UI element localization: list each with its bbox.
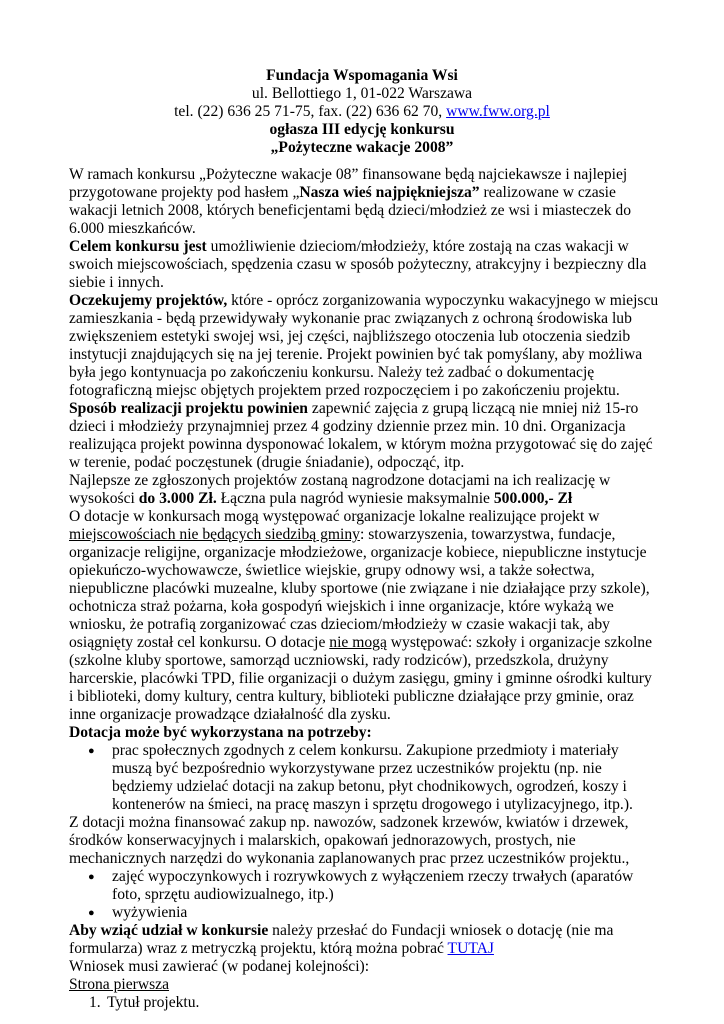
- announce-line: ogłasza III edycję konkursu: [269, 121, 455, 138]
- award-pool: 500.000,- Zł: [493, 490, 573, 507]
- awards-text-2: Łączna pula nagród wyniesie maksymalnie: [216, 490, 494, 507]
- list-item: [69, 994, 659, 1012]
- contents-line: Wniosek musi zawierać (w podanej kolejności):: [69, 958, 370, 975]
- list-number: 1.: [89, 994, 101, 1011]
- usage-paragraph: Z dotacji można finansować zakup np. nawozów, sadzonek krzewów, kwiatów i drzewek, środków konserwacyjnych i malarskich, opakowań jednorazowych, prostych, nie mechanicznych narzędzi do wykonania zaplanowanych prac przez uczestników projektu.,: [69, 814, 630, 867]
- list-item: ● wyżywienia: [69, 904, 659, 922]
- eligible-text-3: występować: szkoły i organizacje szkolne (szkolne kluby sportowe, samorząd uczniowski, rady rodziców), przedszkola, drużyny harcerskie, placówki TPD, filie organizacji o dużym zasięgu, gminy i gminne ośrodki kultury i biblioteki, domy kultury, centra kultury, biblioteki publiczne działające przy gminie, oraz inne organizacje prowadzące działalność dla zysku.: [69, 634, 653, 723]
- expect-label: Oczekujemy projektów,: [69, 292, 228, 309]
- method-text: zapewnić zajęcia z grupą liczącą nie mniej niż 15-ro dzieci i młodzieży przynajmniej przez 4 godziny dziennie przez min. 10 dni. Organizacja realizująca projekt powinna dysponować lokalem, w którym można przygotować się do zajęć w terenie, podać poczęstunek (drugie śniadanie), odpocząć, itp.: [69, 400, 653, 471]
- awards-paragraph: [69, 472, 659, 508]
- goal-paragraph: [69, 238, 659, 292]
- eligible-paragraph: [69, 508, 659, 724]
- apply-text: należy przesłać do Fundacji wniosek o dotację (nie ma formularza) wraz z metryczką projektu, którą można pobrać: [69, 922, 614, 957]
- org-contact: [0, 103, 724, 121]
- usage-list-1: [69, 742, 659, 814]
- method-label: Sposób realizacji projektu powinien: [69, 400, 308, 417]
- expect-text: które - oprócz zorganizowania wypoczynku wakacyjnego w miejscu zamieszkania - będą przewidywały wykonanie prac związanych z ochroną środowiska lub zwiększeniem estetyki swojej wsi, jej części, najbliższego otoczenia lub otoczenia siedzib instytucji znajdujących się na jej terenie. Projekt powinien być tak pomyślany, aby możliwa była jego kontynuacja po zakończeniu konkursu. Należy też zadbać o dokumentację fotograficzną miejsc objętych projektem przed rozpoczęciem i po zakończeniu projektu.: [69, 292, 659, 399]
- org-phone-fax: tel. (22) 636 25 71-75, fax. (22) 636 62 70,: [174, 103, 447, 120]
- goal-label: Celem konkursu jest: [69, 238, 207, 255]
- expect-paragraph: [69, 292, 659, 400]
- document-body: [69, 166, 659, 1012]
- intro-text: W ramach konkursu „Pożyteczne wakacje 08” finansowane będą najciekawsze i najlepiej przygotowane projekty pod hasłem „: [69, 166, 628, 201]
- list-item-text: Tytuł projektu.: [107, 994, 200, 1011]
- intro-text-2: realizowane w czasie wakacji letnich 2008, których beneficjentami będą dzieci/młodzież ze wsi i miasteczek do 6.000 mieszkańców.: [69, 184, 632, 237]
- download-link[interactable]: TUTAJ: [447, 940, 494, 957]
- org-name: Fundacja Wspomagania Wsi: [266, 67, 458, 84]
- apply-paragraph: [69, 922, 659, 958]
- apply-label: Aby wziąć udział w konkursie: [69, 922, 269, 939]
- awards-text: Najlepsze ze zgłoszonych projektów zostaną nagrodzone dotacjami na ich realizację w wysokości: [69, 472, 611, 507]
- award-amount: do 3.000 Zł.: [138, 490, 217, 507]
- usage-heading: Dotacja może być wykorzystana na potrzeby:: [69, 724, 372, 741]
- list-item: ● prac społecznych zgodnych z celem konkursu. Zakupione przedmioty i materiały muszą być bezpośrednio wykorzystywane przez uczestników projektu (np. nie będziemy udzielać dotacji na zakup betonu, płyt chodnikowych, ogrodzeń, koszy i kontenerów na śmieci, na pracę maszyn i sprzętu drogowego i utylizacyjnego, itp.).: [69, 742, 659, 814]
- requirements-list: [69, 994, 659, 1012]
- intro-paragraph: [69, 166, 659, 238]
- page-one-label: Strona pierwsza: [69, 976, 170, 993]
- method-paragraph: [69, 400, 659, 472]
- eligible-text-2: : stowarzyszenia, towarzystwa, fundacje, organizacje religijne, organizacje młodzieżowe, organizacje kobiece, niepubliczne instytucje opiekuńczo-wychowawcze, świetlice wiejskie, grupy odnowy wsi, a także sołectwa, niepubliczne placówki muzealne, kluby sportowe (nie związane i nie działające przy szkole), ochotnicza straż pożarna, koła gospodyń wiejskich i inne organizacje, które wykażą we wniosku, że potrafią zorganizować czas dzieciom/młodzieży w czasie wakacji tak, aby osiągnięty został cel konkursu. O dotacje: [69, 526, 650, 651]
- contest-name: „Pożyteczne wakacje 2008”: [270, 139, 454, 156]
- not-eligible-underlined: nie mogą: [329, 634, 387, 651]
- website-link[interactable]: www.fww.org.pl: [446, 103, 550, 120]
- usage-list-2: [69, 868, 659, 922]
- eligible-text: O dotacje w konkursach mogą występować organizacje lokalne realizujące projekt w: [69, 508, 600, 525]
- document-header: [0, 67, 724, 157]
- goal-text: umożliwienie dzieciom/młodzieży, które zostają na czas wakacji w swoich miejscowościach, spędzenia czasu w sposób pożyteczny, atrakcyjny i bezpieczny dla siebie i innych.: [69, 238, 647, 291]
- org-address: ul. Bellottiego 1, 01-022 Warszawa: [251, 85, 473, 102]
- list-item: ● zajęć wypoczynkowych i rozrywkowych z wyłączeniem rzeczy trwałych (aparatów foto, sprzętu audiowizualnego, itp.): [69, 868, 659, 904]
- eligible-underlined: miejscowościach nie będących siedzibą gminy: [69, 526, 360, 543]
- slogan: Nasza wieś najpiękniejsza”: [299, 184, 480, 201]
